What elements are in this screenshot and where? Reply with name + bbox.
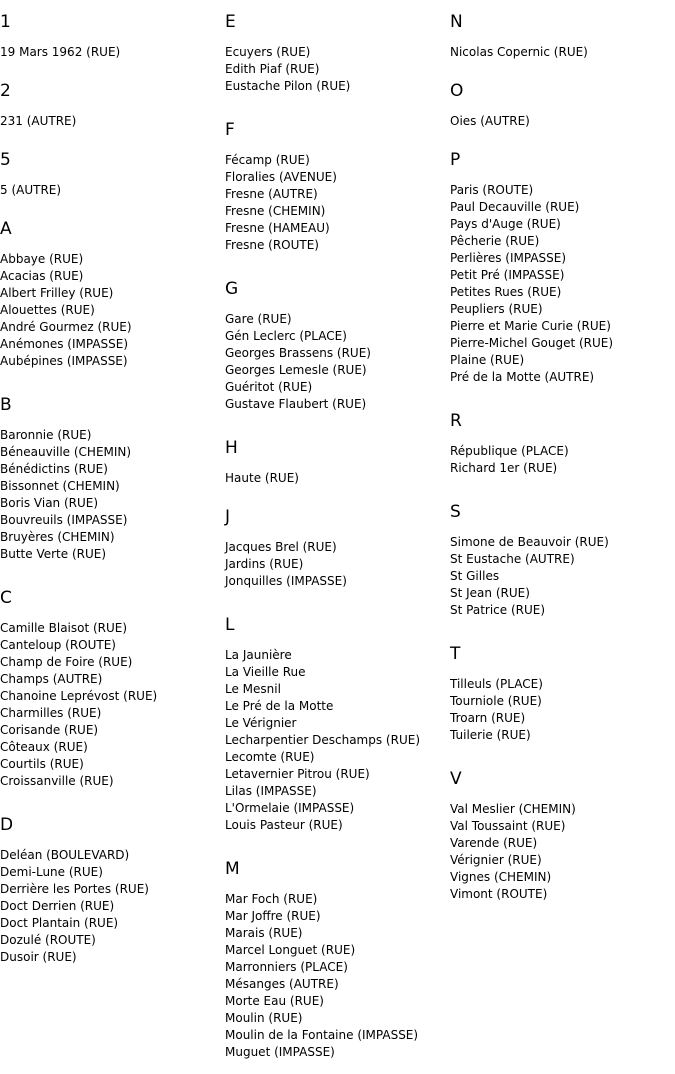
- street-link[interactable]: Le Vérignier: [225, 716, 297, 730]
- street-link[interactable]: Jacques Brel (RUE): [225, 540, 337, 554]
- street-link[interactable]: Louis Pasteur (RUE): [225, 818, 343, 832]
- letter-group: [225, 438, 450, 487]
- group-spacer: [225, 590, 450, 615]
- street-link[interactable]: Vignes (CHEMIN): [450, 870, 552, 884]
- street-link[interactable]: Gén Leclerc (PLACE): [225, 329, 347, 343]
- street-link[interactable]: 19 Mars 1962 (RUE): [0, 45, 121, 59]
- letter-group: [450, 150, 675, 386]
- street-link[interactable]: Jonquilles (IMPASSE): [225, 574, 347, 588]
- group-spacer: [450, 130, 675, 150]
- street-link[interactable]: Fresne (ROUTE): [225, 238, 319, 252]
- street-link[interactable]: La Jaunière: [225, 648, 292, 662]
- letter-heading: V: [450, 769, 462, 789]
- letter-group: [450, 644, 675, 744]
- street-link[interactable]: Marais (RUE): [225, 926, 303, 940]
- letter-group: [225, 859, 450, 1061]
- street-link[interactable]: Bénédictins (RUE): [0, 462, 108, 476]
- street-link[interactable]: Ecuyers (RUE): [225, 45, 311, 59]
- street-link[interactable]: Baronnie (RUE): [0, 428, 92, 442]
- street-link[interactable]: Tuilerie (RUE): [450, 728, 531, 742]
- letter-group: [0, 81, 225, 130]
- street-link[interactable]: Vimont (ROUTE): [450, 887, 548, 901]
- street-link[interactable]: Camille Blaisot (RUE): [0, 621, 128, 635]
- letter-heading: G: [225, 279, 239, 299]
- street-link[interactable]: Haute (RUE): [225, 471, 299, 485]
- street-link[interactable]: Dozulé (ROUTE): [0, 933, 96, 947]
- street-link[interactable]: Croissanville (RUE): [0, 774, 114, 788]
- group-spacer: [0, 61, 225, 81]
- street-link[interactable]: Richard 1er (RUE): [450, 461, 558, 475]
- letter-heading: H: [225, 438, 238, 458]
- street-link[interactable]: St Jean (RUE): [450, 586, 530, 600]
- letter-heading: 5: [0, 150, 11, 170]
- street-link[interactable]: Perlières (IMPASSE): [450, 251, 567, 265]
- street-link[interactable]: Georges Brassens (RUE): [225, 346, 371, 360]
- street-link[interactable]: Mar Joffre (RUE): [225, 909, 321, 923]
- street-link[interactable]: Paris (ROUTE): [450, 183, 534, 197]
- letter-heading: A: [0, 219, 12, 239]
- street-link[interactable]: Derrière les Portes (RUE): [0, 882, 149, 896]
- street-link[interactable]: Plaine (RUE): [450, 353, 525, 367]
- letter-group: [450, 769, 675, 903]
- letter-heading: L: [225, 615, 235, 635]
- group-spacer: [450, 61, 675, 81]
- letter-heading: D: [0, 815, 14, 835]
- street-link[interactable]: Peupliers (RUE): [450, 302, 543, 316]
- street-link[interactable]: Marcel Longuet (RUE): [225, 943, 356, 957]
- letter-group: [0, 815, 225, 966]
- column-2: [225, 12, 450, 1061]
- letter-heading: J: [225, 507, 231, 527]
- group-spacer: [0, 130, 225, 150]
- street-link[interactable]: Jardins (RUE): [225, 557, 304, 571]
- letter-group: [225, 279, 450, 413]
- street-link[interactable]: Pierre et Marie Curie (RUE): [450, 319, 611, 333]
- street-link[interactable]: Bissonnet (CHEMIN): [0, 479, 120, 493]
- street-link[interactable]: Pierre-Michel Gouget (RUE): [450, 336, 614, 350]
- street-link[interactable]: Moulin de la Fontaine (IMPASSE): [225, 1028, 419, 1042]
- street-link[interactable]: Pêcherie (RUE): [450, 234, 540, 248]
- letter-heading: M: [225, 859, 240, 879]
- letter-heading: T: [450, 644, 461, 664]
- street-link[interactable]: Vérignier (RUE): [450, 853, 542, 867]
- letter-heading: C: [0, 588, 12, 608]
- street-link[interactable]: St Gilles: [450, 569, 500, 583]
- street-link[interactable]: Troarn (RUE): [450, 711, 526, 725]
- street-link[interactable]: St Eustache (AUTRE): [450, 552, 575, 566]
- street-link[interactable]: Guéritot (RUE): [225, 380, 313, 394]
- street-link[interactable]: Aubépines (IMPASSE): [0, 354, 128, 368]
- group-spacer: [225, 487, 450, 507]
- group-spacer: [450, 619, 675, 644]
- street-link[interactable]: André Gourmez (RUE): [0, 320, 132, 334]
- letter-group: [0, 219, 225, 370]
- street-link[interactable]: Mésanges (AUTRE): [225, 977, 339, 991]
- street-link[interactable]: Nicolas Copernic (RUE): [450, 45, 588, 59]
- street-link[interactable]: Edith Piaf (RUE): [225, 62, 320, 76]
- street-link[interactable]: Bouvreuils (IMPASSE): [0, 513, 128, 527]
- street-link[interactable]: Chanoine Leprévost (RUE): [0, 689, 158, 703]
- street-link[interactable]: Morte Eau (RUE): [225, 994, 324, 1008]
- street-link[interactable]: Butte Verte (RUE): [0, 547, 107, 561]
- letter-heading: E: [225, 12, 236, 32]
- street-link[interactable]: Bruyères (CHEMIN): [0, 530, 115, 544]
- group-spacer: [450, 744, 675, 769]
- group-spacer: [0, 370, 225, 395]
- street-link[interactable]: Boris Vian (RUE): [0, 496, 99, 510]
- group-spacer: [0, 790, 225, 815]
- street-link[interactable]: Mar Foch (RUE): [225, 892, 318, 906]
- street-link[interactable]: Floralies (AVENUE): [225, 170, 337, 184]
- group-spacer: [225, 413, 450, 438]
- street-link[interactable]: Courtils (RUE): [0, 757, 84, 771]
- street-link[interactable]: Petites Rues (RUE): [450, 285, 562, 299]
- group-spacer: [0, 199, 225, 219]
- letter-group: [225, 120, 450, 254]
- group-spacer: [450, 386, 675, 411]
- street-link[interactable]: Canteloup (ROUTE): [0, 638, 116, 652]
- street-link[interactable]: L'Ormelaie (IMPASSE): [225, 801, 355, 815]
- street-link[interactable]: Simone de Beauvoir (RUE): [450, 535, 609, 549]
- column-1: [0, 12, 225, 966]
- letter-heading: N: [450, 12, 463, 32]
- street-link[interactable]: Varende (RUE): [450, 836, 538, 850]
- street-link[interactable]: Dusoir (RUE): [0, 950, 77, 964]
- letter-group: [450, 502, 675, 619]
- column-3: [450, 12, 675, 903]
- street-link[interactable]: Corisande (RUE): [0, 723, 99, 737]
- street-link[interactable]: Georges Lemesle (RUE): [225, 363, 367, 377]
- group-spacer: [225, 95, 450, 120]
- group-spacer: [0, 563, 225, 588]
- street-link[interactable]: Béneauville (CHEMIN): [0, 445, 132, 459]
- street-link[interactable]: Fécamp (RUE): [225, 153, 310, 167]
- letter-heading: R: [450, 411, 462, 431]
- letter-group: [0, 588, 225, 790]
- letter-group: [0, 12, 225, 61]
- street-link[interactable]: Tilleuls (PLACE): [450, 677, 543, 691]
- street-link[interactable]: Doct Plantain (RUE): [0, 916, 119, 930]
- street-link[interactable]: Letavernier Pitrou (RUE): [225, 767, 370, 781]
- group-spacer: [225, 254, 450, 279]
- street-link[interactable]: Oies (AUTRE): [450, 114, 530, 128]
- letter-heading: 1: [0, 12, 11, 32]
- street-link[interactable]: Muguet (IMPASSE): [225, 1045, 335, 1059]
- letter-group: [225, 12, 450, 95]
- street-link[interactable]: Albert Frilley (RUE): [0, 286, 114, 300]
- street-link[interactable]: Demi-Lune (RUE): [0, 865, 103, 879]
- letter-group: [450, 411, 675, 477]
- letter-heading: F: [225, 120, 235, 140]
- street-link[interactable]: St Patrice (RUE): [450, 603, 546, 617]
- letter-heading: P: [450, 150, 461, 170]
- street-link[interactable]: 231 (AUTRE): [0, 114, 77, 128]
- street-link[interactable]: Lilas (IMPASSE): [225, 784, 317, 798]
- street-link[interactable]: Marronniers (PLACE): [225, 960, 348, 974]
- street-link[interactable]: Pays d'Auge (RUE): [450, 217, 561, 231]
- street-link[interactable]: Val Meslier (CHEMIN): [450, 802, 576, 816]
- street-link[interactable]: Tourniole (RUE): [450, 694, 542, 708]
- letter-group: [225, 615, 450, 834]
- street-link[interactable]: Abbaye (RUE): [0, 252, 84, 266]
- street-link[interactable]: Acacias (RUE): [0, 269, 84, 283]
- street-link[interactable]: Fresne (AUTRE): [225, 187, 318, 201]
- letter-group: [0, 150, 225, 199]
- street-link[interactable]: République (PLACE): [450, 444, 569, 458]
- street-link[interactable]: Doct Derrien (RUE): [0, 899, 115, 913]
- street-link[interactable]: Paul Decauville (RUE): [450, 200, 580, 214]
- letter-group: [0, 395, 225, 563]
- street-link[interactable]: Deléan (BOULEVARD): [0, 848, 130, 862]
- letter-group: [450, 81, 675, 130]
- letter-group: [450, 12, 675, 61]
- street-link[interactable]: Anémones (IMPASSE): [0, 337, 129, 351]
- group-spacer: [450, 477, 675, 502]
- street-link[interactable]: Lecharpentier Deschamps (RUE): [225, 733, 420, 747]
- street-link[interactable]: Petit Pré (IMPASSE): [450, 268, 565, 282]
- street-link[interactable]: Alouettes (RUE): [0, 303, 95, 317]
- street-link[interactable]: Eustache Pilon (RUE): [225, 79, 351, 93]
- street-link[interactable]: Champs (AUTRE): [0, 672, 103, 686]
- street-link[interactable]: Fresne (HAMEAU): [225, 221, 330, 235]
- street-link[interactable]: Val Toussaint (RUE): [450, 819, 566, 833]
- street-link[interactable]: Côteaux (RUE): [0, 740, 88, 754]
- street-link[interactable]: La Vieille Rue: [225, 665, 306, 679]
- letter-heading: S: [450, 502, 461, 522]
- street-link[interactable]: Gustave Flaubert (RUE): [225, 397, 367, 411]
- street-link[interactable]: Moulin (RUE): [225, 1011, 303, 1025]
- group-spacer: [225, 834, 450, 859]
- street-link[interactable]: Fresne (CHEMIN): [225, 204, 326, 218]
- street-link[interactable]: Le Mesnil: [225, 682, 281, 696]
- letter-heading: O: [450, 81, 464, 101]
- street-link[interactable]: Champ de Foire (RUE): [0, 655, 133, 669]
- street-link[interactable]: Le Pré de la Motte: [225, 699, 334, 713]
- street-link[interactable]: 5 (AUTRE): [0, 183, 62, 197]
- street-link[interactable]: Lecomte (RUE): [225, 750, 315, 764]
- street-link[interactable]: Gare (RUE): [225, 312, 292, 326]
- street-link[interactable]: Pré de la Motte (AUTRE): [450, 370, 595, 384]
- street-link[interactable]: Charmilles (RUE): [0, 706, 102, 720]
- letter-group: [225, 507, 450, 590]
- letter-heading: B: [0, 395, 12, 415]
- letter-heading: 2: [0, 81, 11, 101]
